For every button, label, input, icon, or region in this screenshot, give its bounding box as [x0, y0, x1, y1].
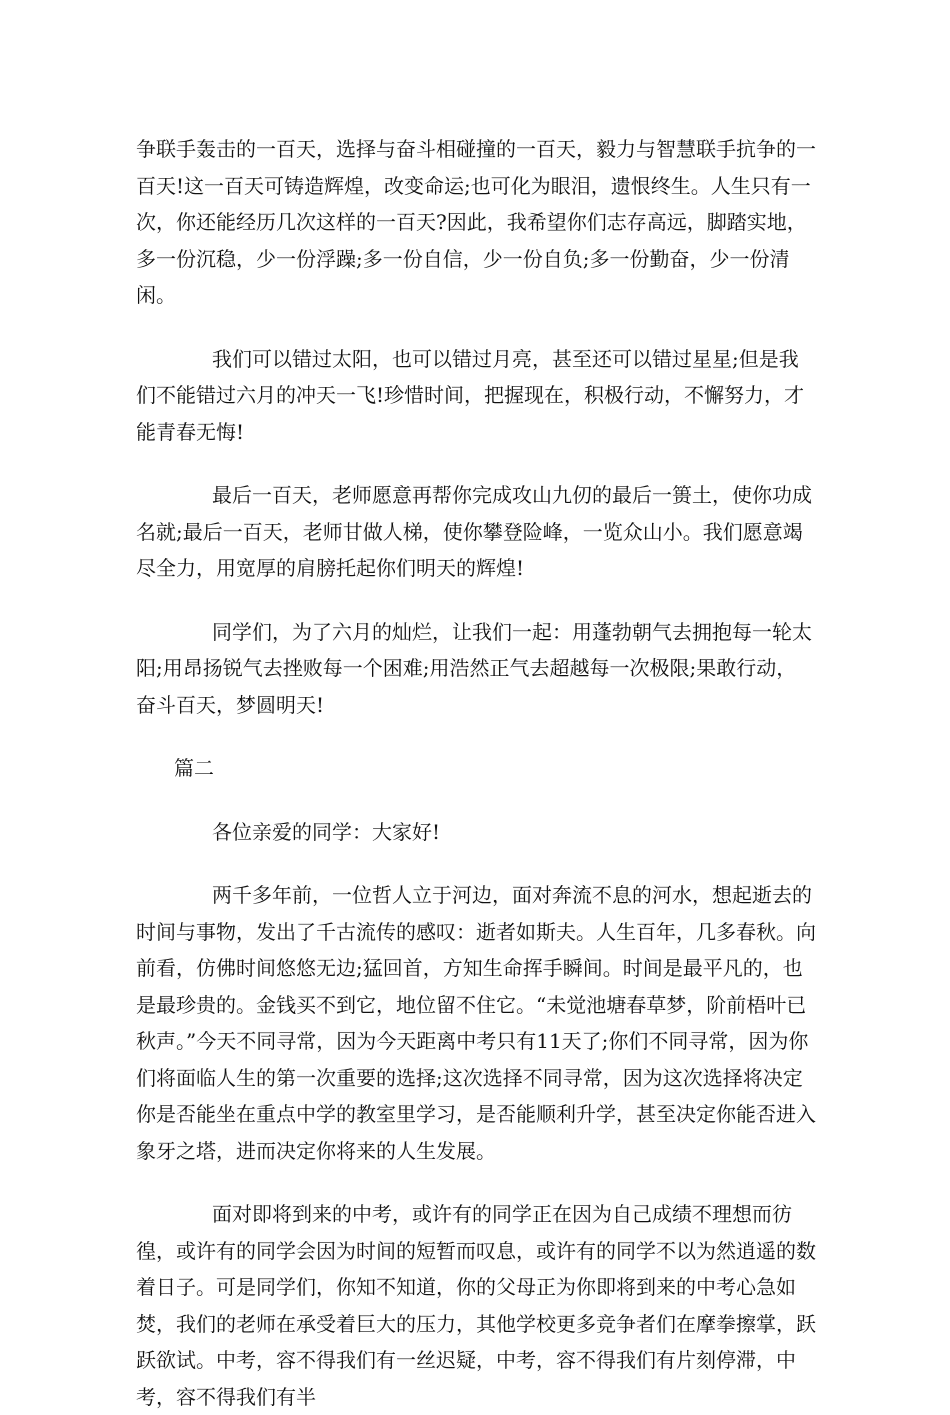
paragraph-2: 我们可以错过太阳，也可以错过月亮，甚至还可以错过星星;但是我们不能错过六月的冲天一飞!珍惜时间，把握现在，积极行动，不懈努力，才能青春无悔!	[136, 346, 805, 444]
paragraph-6: 面对即将到来的中考，或许有的同学正在因为自己成绩不理想而彷徨，或许有的同学会因为时间的短暂而叹息，或许有的同学不以为然逍遥的数着日子。可是同学们，你知不知道，你的父母正为你即将到来的中考心急如焚，我们的老师在承受着巨大的压力，其他学校更多竞争者们在摩拳擦掌，跃跃欲试。中考，容不得我们有一丝迟疑，中考，容不得我们有片刻停滞，中考，容不得我们有半	[136, 1202, 816, 1409]
paragraph-1: 争联手轰击的一百天，选择与奋斗相碰撞的一百天，毅力与智慧联手抗争的一百天!这一百天可铸造辉煌，改变命运;也可化为眼泪，遗恨终生。人生只有一次，你还能经历几次这样的一百天?因此，我希望你们志存高远，脚踏实地，多一份沉稳，少一份浮躁;多一份自信，少一份自负;多一份勤奋，少一份清闲。	[136, 137, 816, 307]
document-body	[136, 131, 816, 1415]
paragraph-4: 同学们，为了六月的灿烂，让我们一起：用蓬勃朝气去拥抱每一轮太阳;用昂扬锐气去挫败每一个困难;用浩然正气去超越每一次极限;果敢行动，奋斗百天，梦圆明天!	[136, 619, 812, 717]
paragraph-3: 最后一百天，老师愿意再帮你完成攻山九仞的最后一篑土，使你功成名就;最后一百天，老师甘做人梯，使你攀登险峰，一览众山小。我们愿意竭尽全力，用宽厚的肩膀托起你们明天的辉煌!	[136, 483, 812, 580]
paragraph-5: 两千多年前，一位哲人立于河边，面对奔流不息的河水，想起逝去的时间与事物，发出了千古流传的感叹：逝者如斯夫。人生百年，几多春秋。向前看，仿佛时间悠悠无边;猛回首，方知生命挥手瞬间。时间是最平凡的，也是最珍贵的。金钱买不到它，地位留不住它。“未觉池塘春草梦，阶前梧叶已秋声。”今天不同寻常，因为今天距离中考只有11天了;你们不同寻常，因为你们将面临人生的第一次重要的选择;这次选择不同寻常，因为这次选择将决定你是否能坐在重点中学的教室里学习，是否能顺利升学，甚至决定你能否进入象牙之塔，进而决定你将来的人生发展。	[136, 883, 816, 1163]
greeting: 各位亲爱的同学：大家好!	[212, 819, 441, 844]
section-title: 篇二	[174, 756, 214, 780]
